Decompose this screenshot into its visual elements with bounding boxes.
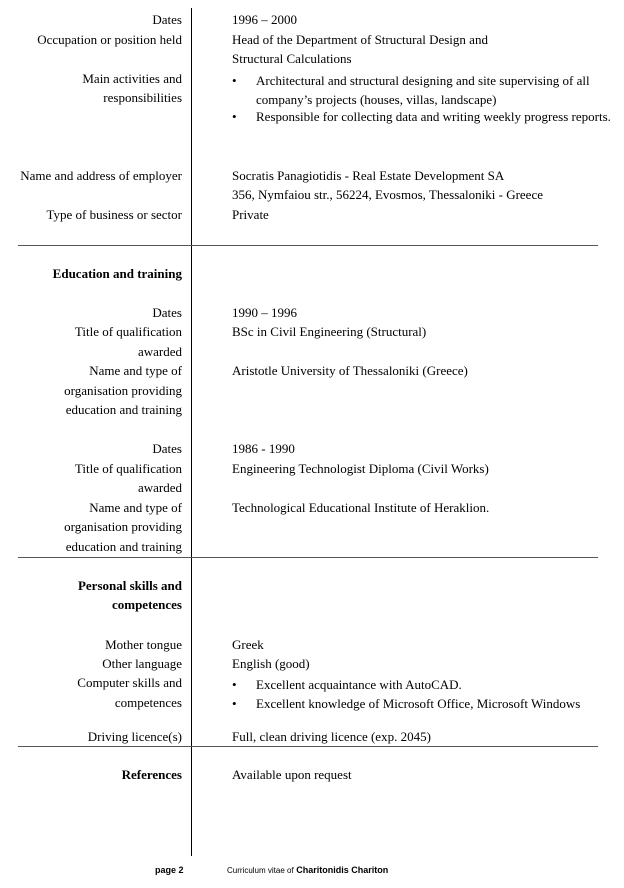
column-divider (191, 8, 192, 856)
skills-heading-line2: competences (111, 597, 182, 612)
bullet-icon: • (232, 696, 237, 711)
footer-cv-name: Charitonidis Chariton (296, 865, 389, 875)
other-language-label: Other language (102, 656, 182, 671)
section-divider (18, 557, 598, 558)
mother-tongue-value: Greek (232, 637, 264, 652)
edu1-qual-label-line1: Title of qualification (74, 324, 182, 339)
edu2-org-label-line2: organisation providing (64, 519, 182, 534)
edu1-org-value: Aristotle University of Thessaloniki (Greece) (232, 363, 468, 378)
references-label: References (121, 767, 182, 782)
mother-tongue-label: Mother tongue (105, 637, 182, 652)
edu2-dates-value: 1986 - 1990 (232, 441, 295, 456)
dates-label: Dates (152, 12, 182, 27)
section-divider (18, 746, 598, 747)
computer-skill-text: Excellent knowledge of Microsoft Office, Microsoft Windows (256, 696, 581, 711)
edu1-qual-label-line2: awarded (137, 344, 182, 359)
footer-cv-prefix: Curriculum vitae of (227, 866, 294, 875)
edu1-org-label-line1: Name and type of (89, 363, 182, 378)
employer-label: Name and address of employer (20, 168, 182, 183)
occupation-value-line1: Head of the Department of Structural Design and (232, 32, 488, 47)
business-value: Private (232, 207, 269, 222)
driving-licence-value: Full, clean driving licence (exp. 2045) (232, 729, 431, 744)
driving-licence-label: Driving licence(s) (87, 729, 182, 744)
skills-heading-line1: Personal skills and (77, 578, 182, 593)
footer-cv-title (227, 865, 388, 875)
page-number: page 2 (155, 865, 184, 875)
edu1-org-label-line2: organisation providing (64, 383, 182, 398)
edu2-qual-label-line2: awarded (137, 480, 182, 495)
edu2-org-label-line1: Name and type of (89, 500, 182, 515)
bullet-icon: • (232, 109, 237, 124)
references-value: Available upon request (232, 767, 352, 782)
edu2-org-value: Technological Educational Institute of Heraklion. (232, 500, 490, 515)
computer-skills-label-line1: Computer skills and (77, 675, 182, 690)
edu2-qual-label-line1: Title of qualification (74, 461, 182, 476)
edu1-qual-value: BSc in Civil Engineering (Structural) (232, 324, 427, 339)
section-divider (18, 245, 598, 246)
edu1-org-label-line3: education and training (65, 402, 182, 417)
edu1-dates-label: Dates (152, 305, 182, 320)
edu2-dates-label: Dates (152, 441, 182, 456)
occupation-label: Occupation or position held (37, 32, 182, 47)
bullet-icon: • (232, 677, 237, 692)
edu1-dates-value: 1990 – 1996 (232, 305, 297, 320)
computer-skill-text: Excellent acquaintance with AutoCAD. (256, 677, 462, 692)
business-label: Type of business or sector (46, 207, 182, 222)
occupation-value-line2: Structural Calculations (232, 51, 352, 66)
dates-value: 1996 – 2000 (232, 12, 297, 27)
activity-text: Responsible for collecting data and writing weekly progress reports. (256, 109, 611, 124)
bullet-icon: • (232, 73, 237, 88)
edu2-qual-value: Engineering Technologist Diploma (Civil Works) (232, 461, 489, 476)
activities-label-line1: Main activities and (82, 71, 182, 86)
edu2-org-label-line3: education and training (65, 539, 182, 554)
education-heading: Education and training (52, 266, 182, 281)
employer-value-line1: Socratis Panagiotidis - Real Estate Development SA (232, 168, 505, 183)
other-language-value: English (good) (232, 656, 310, 671)
employer-value-line2: 356, Nymfaiou str., 56224, Evosmos, Thessaloniki - Greece (232, 187, 543, 202)
activities-label-line2: responsibilities (103, 90, 182, 105)
computer-skills-label-line2: competences (114, 695, 182, 710)
activity-text: Architectural and structural designing and site supervising of all company’s projects (houses, villas, landscape) (256, 73, 590, 107)
